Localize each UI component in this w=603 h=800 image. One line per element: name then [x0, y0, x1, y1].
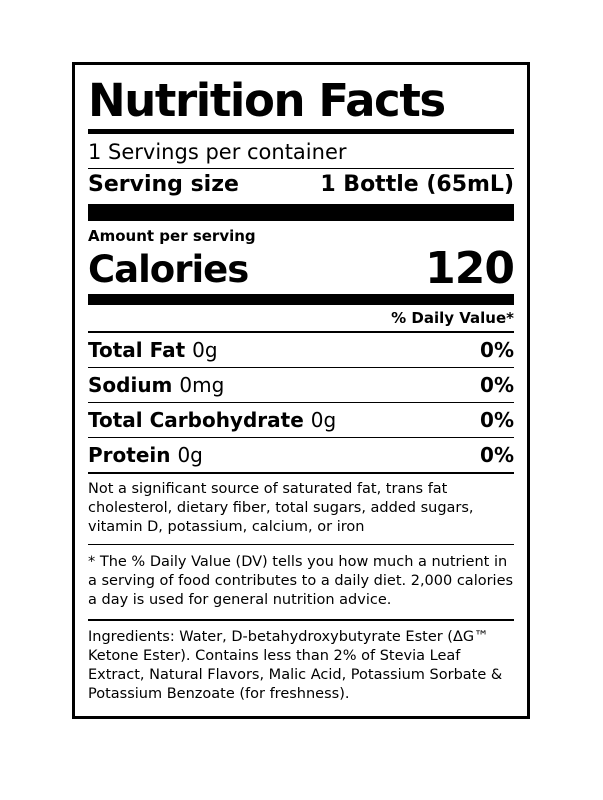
- nutrient-dv-protein: 0%: [480, 443, 514, 467]
- divider-thick-top: [88, 204, 514, 221]
- nutrient-name-total-carbohydrate: Total Carbohydrate 0g: [88, 408, 337, 432]
- serving-size-value: 1 Bottle (65mL): [320, 172, 514, 197]
- nutrient-amount-total-carbohydrate: 0g: [310, 408, 337, 432]
- nutrient-row-protein: [88, 438, 514, 472]
- daily-value-header: % Daily Value*: [391, 309, 514, 327]
- servings-per-container: 1 Servings per container: [88, 140, 347, 164]
- nutrient-name-sodium: Sodium 0mg: [88, 373, 225, 397]
- serving-size-label: Serving size: [88, 172, 239, 197]
- calories-value: 120: [425, 243, 514, 294]
- nutrient-dv-sodium: 0%: [480, 373, 514, 397]
- amount-per-serving: Amount per serving: [88, 227, 256, 245]
- nutrient-dv-total-fat: 0%: [480, 338, 514, 362]
- ingredients-text: Ingredients: Water, D-betahydroxybutyrate Ester (ΔG™ Ketone Ester). Contains less than 2% of Stevia Leaf Extract, Natural Flavors, Malic Acid, Potassium Sorbate & Potassium Benzoate (for freshness).: [88, 629, 503, 702]
- serving-size-row: [88, 169, 514, 204]
- not-significant-source-note: Not a significant source of saturated fat, trans fat cholesterol, dietary fiber, total sugars, added sugars, vitamin D, potassium, calcium, or iron: [88, 481, 474, 535]
- daily-value-footnote: * The % Daily Value (DV) tells you how much a nutrient in a serving of food contributes to a daily diet. 2,000 calories a day is used for general nutrition advice.: [88, 554, 514, 608]
- nutrient-row-total-fat: [88, 333, 514, 367]
- nutrient-row-total-carbohydrate: [88, 403, 514, 437]
- calories-row: [88, 243, 514, 294]
- nutrient-amount-protein: 0g: [177, 443, 203, 467]
- calories-label: Calories: [88, 248, 249, 291]
- nutrition-facts-title: Nutrition Facts: [88, 74, 445, 127]
- nutrient-name-protein: Protein 0g: [88, 443, 203, 467]
- nutrient-amount-sodium: 0mg: [179, 373, 225, 397]
- nutrient-row-sodium: [88, 368, 514, 402]
- nutrient-amount-total-fat: 0g: [192, 338, 218, 362]
- nutrition-facts-panel: [72, 62, 530, 719]
- nutrient-name-total-fat: Total Fat 0g: [88, 338, 218, 362]
- divider-calories: [88, 294, 514, 305]
- nutrient-dv-total-carbohydrate: 0%: [480, 408, 514, 432]
